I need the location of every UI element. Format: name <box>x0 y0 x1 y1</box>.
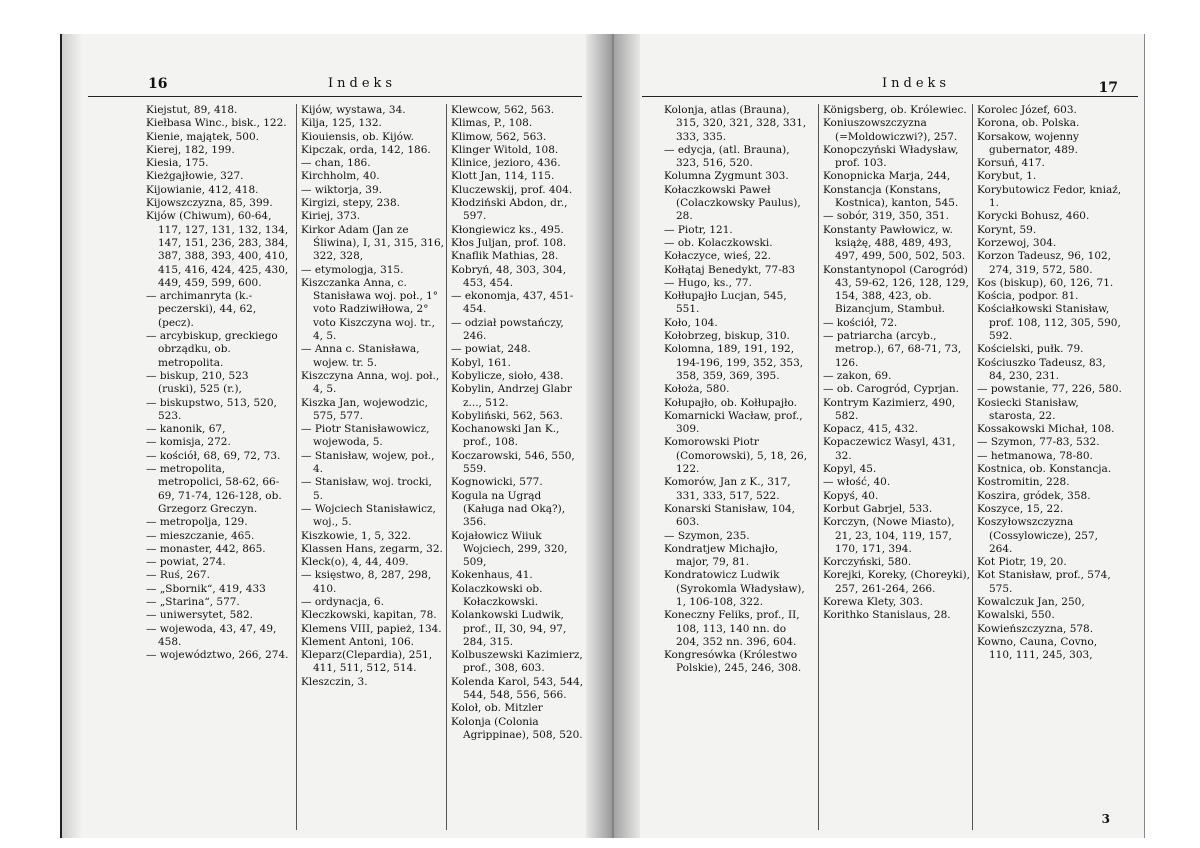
index-entry: Kołłupajło Lucjan, 545, 551. <box>664 290 787 316</box>
index-entry: Klemens VIII, papież, 134. <box>301 622 442 635</box>
index-entry: Kiesia, 175. <box>146 157 209 170</box>
index-entry: Konstanty Pawłowicz, w. książę, 488, 489, 493, 497, 499, 500, 502, 503. <box>823 223 966 263</box>
index-entry: Kolbuszewski Kazimierz, prof., 308, 603. <box>451 649 583 675</box>
right-page-number: 17 <box>1098 80 1118 96</box>
index-entry: Korzon Tadeusz, 96, 102, 274, 319, 572, 580. <box>977 250 1112 276</box>
index-entry: Kijów (Chiwum), 60-64, 117, 127, 131, 132, 134, 147, 151, 236, 283, 384, 387, 388, 393, 400, 410, 415, 416, 424, 425, 430, 449, 459, 599, 600. <box>146 210 289 289</box>
index-entry: Korsakow, wojenny gubernator, 489. <box>977 130 1079 156</box>
index-entry: Kiełbasa Winc., bisk., 122. <box>146 117 287 130</box>
index-entry: Kołobrzeg, biskup, 310. <box>664 330 790 343</box>
index-entry: Kopacz, 415, 432. <box>823 423 919 436</box>
index-entry: — kanonik, 67, <box>146 423 226 436</box>
index-entry: Koszyce, 15, 22. <box>977 502 1064 515</box>
index-entry: Koczarowski, 546, 550, 559. <box>451 449 575 476</box>
index-entry: Korybutowicz Fedor, kniaź, 1. <box>977 183 1122 210</box>
index-entry: — Piotr, 121. <box>664 223 733 236</box>
index-entry: Kowalczuk Jan, 250, <box>977 595 1085 608</box>
index-entry: — Piotr Stanisławowicz, wojewoda, 5. <box>301 423 430 449</box>
index-entry: Koloł, ob. Mitzler <box>451 702 543 715</box>
index-entry: Kobylin, Andrzej Glabr z..., 512. <box>451 383 572 409</box>
index-entry: Koszyłowszczyzna (Cossylowicze), 257, 264. <box>977 516 1098 555</box>
signature-mark: 3 <box>1101 812 1110 826</box>
index-entry: — zakon, 69. <box>823 369 892 382</box>
index-entry: — Ruś, 267. <box>146 569 210 582</box>
index-entry: Klimow, 562, 563. <box>451 130 547 143</box>
left-page <box>88 34 582 838</box>
index-entry: — kościół, 72. <box>823 316 898 329</box>
index-entry: Klassen Hans, zegarm, 32. <box>301 542 443 555</box>
right-page-columns <box>642 104 1138 830</box>
index-entry: — Wojciech Stanisławicz, woj., 5. <box>301 502 436 529</box>
index-entry: Korczyński, 580. <box>823 556 912 569</box>
index-entry: Korolec Józef, 603. <box>977 104 1077 116</box>
index-entry: Kopyś, 40. <box>823 489 879 502</box>
index-entry: Kolomna, 189, 191, 192, 194-196, 199, 352, 353, 358, 359, 369, 395. <box>664 343 804 382</box>
index-entry: — mieszczanie, 465. <box>146 529 255 542</box>
index-entry: — patriarcha (arcyb., metrop.), 67, 68-71, 73, 126. <box>823 330 962 369</box>
index-entry: — powiat, 248. <box>451 343 531 356</box>
left-column-1 <box>146 104 290 830</box>
index-entry: Korczyn, (Nowe Miasto), 21, 23, 104, 119, 157, 170, 171, 394. <box>823 516 955 555</box>
index-entry: — etymologja, 315. <box>301 263 404 276</box>
index-entry: Komorów, Jan z K., 317, 331, 333, 517, 522. <box>664 476 791 502</box>
index-entry: Kołoża, 580. <box>664 383 730 396</box>
index-entry: Kontrym Kazimierz, 490, 582. <box>823 396 956 422</box>
index-entry: — Szymon, 235. <box>664 529 750 542</box>
index-entry: Kołłątaj Benedykt, 77-83 <box>664 263 796 276</box>
header-rule <box>88 96 582 97</box>
header-rule <box>642 96 1138 97</box>
index-entry: Koniuszowszczyzna (=Moldowiczwi?), 257. <box>823 117 958 143</box>
index-entry: Kołaczkowski Paweł (Colaczkowsky Paulus), 28. <box>664 183 801 223</box>
index-entry: Konopnicka Marja, 244, <box>823 170 951 183</box>
index-entry: Knaflik Mathias, 28. <box>451 250 559 263</box>
index-entry: — ob. Kolaczkowski. <box>664 236 773 249</box>
index-entry: — powiat, 274. <box>146 556 226 569</box>
right-page-header <box>642 74 1138 94</box>
index-entry: Kobyl, 161. <box>451 356 511 369</box>
index-entry: Koło, 104. <box>664 316 718 329</box>
index-entry: Kościuszko Tadeusz, 83, 84, 230, 231. <box>977 356 1106 382</box>
index-entry: Klement Antoni, 106. <box>301 635 414 648</box>
right-column-3 <box>972 104 1123 830</box>
index-entry: Kirkor Adam (Jan ze Śliwina), I, 31, 315, 316, 322, 328, <box>301 223 445 263</box>
index-entry: Kobylicze, sioło, 438. <box>451 369 564 382</box>
index-entry: — województwo, 266, 274. <box>146 649 289 662</box>
index-entry: — Stanisław, woj. trocki, 5. <box>301 476 432 502</box>
index-entry: — księstwo, 8, 287, 298, 410. <box>301 569 432 595</box>
index-entry: Kopyl, 45. <box>823 463 877 476</box>
index-entry: — ordynacja, 6. <box>301 595 384 608</box>
index-entry: Kolonja (Colonia Agrippinae), 508, 520. <box>451 715 583 741</box>
right-page-title: Indeks <box>882 76 951 91</box>
left-column-2 <box>296 104 445 830</box>
index-entry: Kościa, podpor. 81. <box>977 290 1079 303</box>
index-entry: Kleparz(Clepardia), 251, 411, 511, 512, 514. <box>301 649 433 675</box>
book-gutter <box>586 34 640 838</box>
index-entry: — metropolita, metropolici, 58-62, 66-69, 71-74, 126-128, ob. Grzegorz Greczyn. <box>146 463 282 515</box>
index-entry: Kijowianie, 412, 418. <box>146 183 259 196</box>
index-entry: Kot Piotr, 19, 20. <box>977 556 1067 569</box>
book-spread <box>60 34 1145 838</box>
index-entry: Korbut Gabrjel, 533. <box>823 502 933 515</box>
index-entry: Kobryń, 48, 303, 304, 453, 454. <box>451 263 567 289</box>
index-entry: Kognowicki, 577. <box>451 476 543 489</box>
index-entry: Korejki, Koreky, (Choreyki), 257, 261-264, 266. <box>823 569 970 595</box>
index-entry: — hetmanowa, 78-80. <box>977 449 1093 462</box>
index-entry: — biskupstwo, 513, 520, 523. <box>146 396 277 422</box>
index-entry: — komisja, 272. <box>146 436 231 449</box>
index-entry: Kirchholm, 40. <box>301 170 380 183</box>
index-entry: Korybut, 1. <box>977 170 1037 183</box>
index-entry: Kopaczewicz Wasyl, 431, 32. <box>823 436 956 462</box>
right-column-2 <box>818 104 971 830</box>
index-entry: Kłos Juljan, prof. 108. <box>451 236 567 249</box>
index-entry: Kosiecki Stanisław, starosta, 22. <box>977 396 1079 422</box>
index-entry: Kijowszczyzna, 85, 399. <box>146 197 273 210</box>
index-entry: Kondratowicz Ludwik (Syrokomla Władysław), 1, 106-108, 322. <box>664 569 805 608</box>
left-page-title: Indeks <box>328 76 397 91</box>
index-entry: — „Starina“, 577. <box>146 595 240 608</box>
index-entry: Konstancja (Konstans, Kostnica), kanton, 545. <box>823 183 959 210</box>
index-entry: Kluczewskij, prof. 404. <box>451 183 573 196</box>
index-entry: Kilja, 125, 132. <box>301 117 382 130</box>
index-entry: — „Sbornik“, 419, 433 <box>146 582 266 595</box>
index-entry: — edycja, (atl. Brauna), 323, 516, 520. <box>664 143 790 170</box>
index-entry: Kongresówka (Królestwo Polskie), 245, 246, 308. <box>664 649 802 675</box>
index-entry: — kościół, 68, 69, 72, 73. <box>146 449 281 462</box>
left-page-columns <box>88 104 582 830</box>
index-entry: Klott Jan, 114, 115. <box>451 170 555 183</box>
index-entry: Kościelski, pułk. 79. <box>977 343 1084 356</box>
index-entry: Kieżgajłowie, 327. <box>146 170 244 183</box>
index-entry: Kołaczyce, wieś, 22. <box>664 250 771 263</box>
index-entry: Kiouiensis, ob. Kijów. <box>301 130 415 143</box>
index-entry: Kolaczkowski ob. Kołaczkowski. <box>451 582 543 608</box>
index-entry: Korycki Bohusz, 460. <box>977 210 1090 223</box>
index-entry: Kijów, wystawa, 34. <box>301 104 406 116</box>
index-entry: — biskup, 210, 523 (ruski), 525 (r.), <box>146 369 249 396</box>
index-entry: Kolonja, atlas (Brauna), 315, 320, 321, 328, 331, 333, 335. <box>664 104 807 143</box>
index-entry: Kirgizi, stepy, 238. <box>301 197 401 210</box>
index-entry: Kobyliński, 562, 563. <box>451 409 563 422</box>
index-entry: Kolenda Karol, 543, 544, 544, 548, 556, 566. <box>451 675 584 702</box>
index-entry: — archimanryta (k.-peczerski), 44, 62, (pecz). <box>146 290 257 329</box>
index-entry: Kolankowski Ludwik, prof., II, 30, 94, 97, 284, 315. <box>451 609 567 648</box>
index-entry: — powstanie, 77, 226, 580. <box>977 383 1122 396</box>
index-entry: Kossakowski Michał, 108. <box>977 423 1115 436</box>
index-entry: Kojałowicz Wiiuk Wojciech, 299, 320, 509, <box>451 529 568 569</box>
index-entry: — ekonomja, 437, 451-454. <box>451 290 574 316</box>
index-entry: Korsuń, 417. <box>977 157 1045 170</box>
index-entry: — chan, 186. <box>301 157 371 170</box>
index-entry: — wiktorja, 39. <box>301 183 382 196</box>
index-entry: Kościałkowski Stanisław, prof. 108, 112, 305, 590, 592. <box>977 303 1121 343</box>
index-entry: — Anna c. Stanisława, wojew. tr. 5. <box>301 343 420 369</box>
index-entry: Korewa Klety, 303. <box>823 595 923 608</box>
index-entry: — monaster, 442, 865. <box>146 542 266 555</box>
index-entry: Kleck(o), 4, 44, 409. <box>301 556 409 569</box>
index-entry: Korithko Stanislaus, 28. <box>823 609 951 622</box>
index-entry: Kot Stanisław, prof., 574, 575. <box>977 569 1111 595</box>
index-entry: Kierej, 182, 199. <box>146 143 235 156</box>
index-entry: Klimas, P., 108. <box>451 117 533 130</box>
index-entry: Kowieńszczyzna, 578. <box>977 622 1094 635</box>
index-entry: Koneczny Feliks, prof., II, 108, 113, 140 nn. do 204, 352 nn. 396, 604. <box>664 609 800 648</box>
index-entry: Kołupajło, ob. Kołłupajło. <box>664 396 797 409</box>
index-entry: Komorowski Piotr (Comorowski), 5, 18, 26, 122. <box>664 436 808 476</box>
index-entry: — Stanisław, wojew, poł., 4. <box>301 449 435 476</box>
index-entry: — metropolja, 129. <box>146 516 248 529</box>
index-entry: — wojewoda, 43, 47, 49, 458. <box>146 622 277 648</box>
index-entry: Kiszkowie, 1, 5, 322. <box>301 529 412 542</box>
index-entry: Kostnica, ob. Konstancja. <box>977 463 1112 476</box>
index-entry: Kolumna Zygmunt 303. <box>664 170 789 183</box>
index-entry: — Szymon, 77-83, 532. <box>977 436 1100 449</box>
index-entry: — uniwersytet, 582. <box>146 609 253 622</box>
index-entry: Königsberg, ob. Królewiec. <box>823 104 967 116</box>
index-entry: Komarnicki Wacław, prof., 309. <box>664 409 803 436</box>
index-entry: — arcybiskup, greckiego obrządku, ob. metropolita. <box>146 330 278 369</box>
index-entry: Kiriej, 373. <box>301 210 361 223</box>
index-entry: Kiszczanka Anna, c. Stanisława woj. poł., 1° voto Radziwiłłowa, 2° voto Kiszczyna woj. tr., 4, 5. <box>301 276 439 343</box>
index-entry: — włość, 40. <box>823 476 891 489</box>
index-entry: — ob. Carogród, Cyprjan. <box>823 383 959 396</box>
index-entry: Kiszczyna Anna, woj. poł., 4, 5. <box>301 369 440 396</box>
index-entry: Kowno, Cauna, Covno, 110, 111, 245, 303, <box>977 635 1098 662</box>
index-entry: Kłodziński Abdon, dr., 597. <box>451 197 568 223</box>
index-entry: Klinice, jezioro, 436. <box>451 157 561 170</box>
left-page-number: 16 <box>148 76 168 92</box>
index-entry: — odział powstańczy, 246. <box>451 316 564 343</box>
index-entry: Koszira, gródek, 358. <box>977 489 1091 502</box>
index-entry: — sobór, 319, 350, 351. <box>823 210 949 223</box>
index-entry: Konstantynopol (Carogród) 43, 59-62, 126, 128, 129, 154, 388, 423, ob. Bizancjum, Stambuł. <box>823 263 969 316</box>
index-entry: Kłongiewicz ks., 495. <box>451 223 564 236</box>
index-entry: Kondratjew Michajło, major, 79, 81. <box>664 542 778 569</box>
index-entry: Kiejstut, 89, 418. <box>146 104 238 116</box>
index-entry: — Hugo, ks., 77. <box>664 276 752 289</box>
index-entry: Kowalski, 550. <box>977 609 1055 622</box>
index-entry: Kostromitin, 228. <box>977 476 1070 489</box>
index-entry: Kiszka Jan, wojewodzic, 575, 577. <box>301 396 428 422</box>
index-entry: Konarski Stanisław, 104, 603. <box>664 502 796 529</box>
index-entry: Kos (biskup), 60, 126, 71. <box>977 276 1114 289</box>
index-entry: Korynt, 59. <box>977 223 1037 236</box>
right-column-1 <box>664 104 812 830</box>
index-entry: Konopczyński Władysław, prof. 103. <box>823 143 959 170</box>
index-entry: Kochanowski Jan K., prof., 108. <box>451 423 560 449</box>
left-column-3 <box>446 104 585 830</box>
index-entry: Kienie, majątek, 500. <box>146 130 260 143</box>
index-entry: Kipczak, orda, 142, 186. <box>301 143 431 156</box>
index-entry: Kogula na Ugrąd (Kaługa nad Oką?), 356. <box>451 489 566 529</box>
index-entry: Kleszczin, 3. <box>301 675 368 688</box>
right-page <box>642 34 1138 838</box>
index-entry: Klinger Witold, 108. <box>451 143 559 156</box>
index-entry: Korzewoj, 304. <box>977 236 1057 249</box>
index-entry: Kokenhaus, 41. <box>451 569 533 582</box>
index-entry: Kleczkowski, kapitan, 78. <box>301 609 437 622</box>
left-page-header <box>88 74 582 94</box>
index-entry: Korona, ob. Polska. <box>977 117 1080 130</box>
index-entry: Klewcow, 562, 563. <box>451 104 555 116</box>
